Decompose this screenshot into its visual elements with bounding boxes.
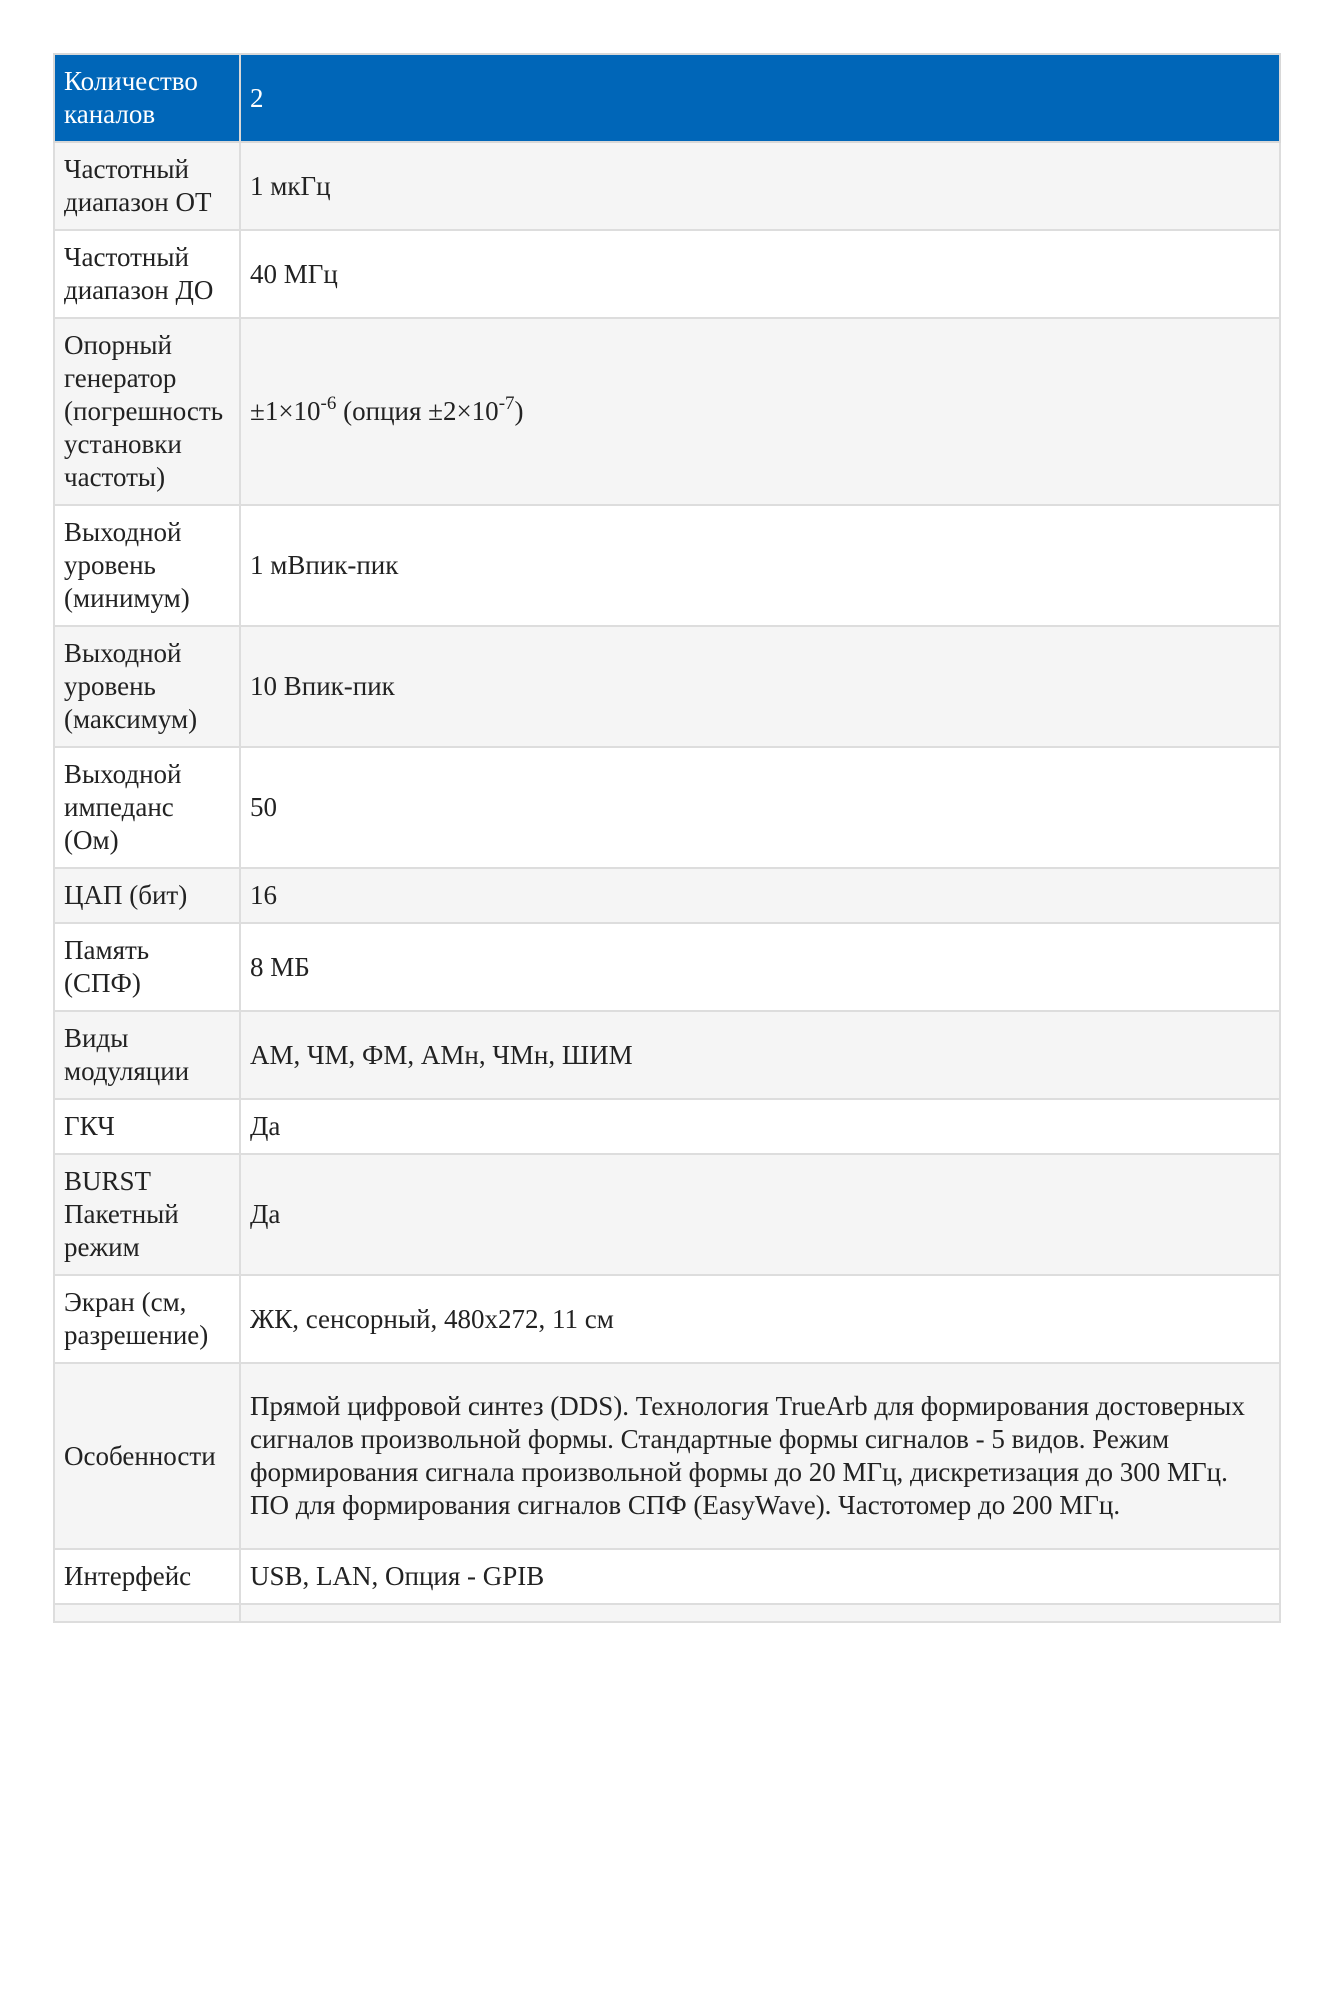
- spec-value: 16: [240, 868, 1280, 923]
- table-row-empty: [54, 1604, 1280, 1622]
- spec-value: 1 мкГц: [240, 142, 1280, 230]
- table-row: [54, 1275, 1280, 1363]
- table-row: [54, 1099, 1280, 1154]
- table-row: [54, 923, 1280, 1011]
- spec-label: BURST Пакетный режим: [54, 1154, 240, 1275]
- spec-label: Интерфейс: [54, 1549, 240, 1604]
- value-part: ): [514, 396, 524, 426]
- table-row: [54, 747, 1280, 868]
- value-part: ±1×10: [250, 396, 321, 426]
- spec-value: 1 мВпик-пик: [240, 505, 1280, 626]
- value-part: (опция ±2×10: [336, 396, 499, 426]
- spec-table-body: [54, 54, 1280, 1622]
- spec-label: Выходной импеданс (Ом): [54, 747, 240, 868]
- table-row: [54, 1363, 1280, 1549]
- table-row: [54, 1011, 1280, 1099]
- spec-value: [240, 318, 1280, 505]
- empty-cell: [54, 1604, 240, 1622]
- value-exponent: -7: [498, 393, 515, 414]
- spec-value: ЖК, сенсорный, 480x272, 11 см: [240, 1275, 1280, 1363]
- spec-value: Прямой цифровой синтез (DDS). Технология TrueArb для формирования достоверных сигналов произвольной формы. Стандартные формы сигналов - 5 видов. Режим формирования сигнала произвольной формы до 20 МГц, дискретизация до 300 МГц. ПО для формирования сигналов СПФ (EasyWave). Частотомер до 200 МГц.: [240, 1363, 1280, 1549]
- table-row: [54, 1549, 1280, 1604]
- spec-value: USB, LAN, Опция - GPIB: [240, 1549, 1280, 1604]
- spec-label: Экран (см, разрешение): [54, 1275, 240, 1363]
- spec-label: Количество каналов: [54, 54, 240, 142]
- spec-label: Виды модуляции: [54, 1011, 240, 1099]
- spec-label: Выходной уровень (минимум): [54, 505, 240, 626]
- empty-cell: [240, 1604, 1280, 1622]
- spec-value: 8 МБ: [240, 923, 1280, 1011]
- spec-value: Да: [240, 1154, 1280, 1275]
- spec-table: [53, 53, 1281, 1623]
- table-row: [54, 318, 1280, 505]
- spec-value: 10 Впик-пик: [240, 626, 1280, 747]
- table-row: [54, 54, 1280, 142]
- spec-label: Память (СПФ): [54, 923, 240, 1011]
- spec-value: 40 МГц: [240, 230, 1280, 318]
- table-row: [54, 868, 1280, 923]
- spec-value: АМ, ЧМ, ФМ, АМн, ЧМн, ШИМ: [240, 1011, 1280, 1099]
- table-row: [54, 505, 1280, 626]
- spec-label: Частотный диапазон ОТ: [54, 142, 240, 230]
- spec-value: 2: [240, 54, 1280, 142]
- table-row: [54, 230, 1280, 318]
- spec-label: Особенности: [54, 1363, 240, 1549]
- spec-value: Да: [240, 1099, 1280, 1154]
- spec-label: Опорный генератор (погрешность установки частоты): [54, 318, 240, 505]
- spec-label: ГКЧ: [54, 1099, 240, 1154]
- spec-value: 50: [240, 747, 1280, 868]
- table-row: [54, 142, 1280, 230]
- table-row: [54, 1154, 1280, 1275]
- value-exponent: -6: [320, 393, 337, 414]
- spec-label: Частотный диапазон ДО: [54, 230, 240, 318]
- table-row: [54, 626, 1280, 747]
- spec-label: ЦАП (бит): [54, 868, 240, 923]
- spec-label: Выходной уровень (максимум): [54, 626, 240, 747]
